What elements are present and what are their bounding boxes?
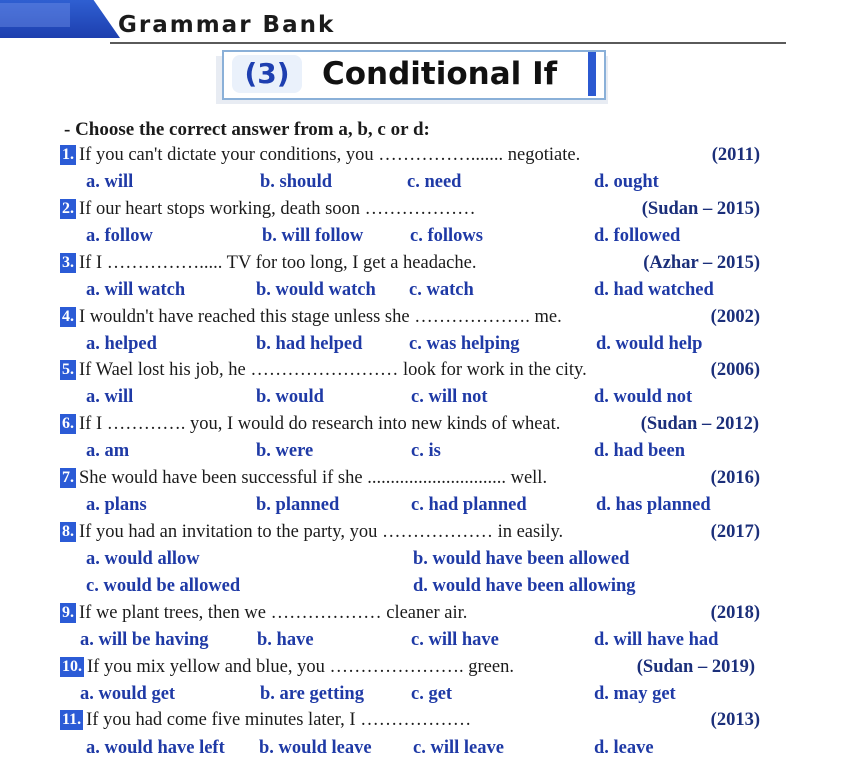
option-b[interactable]: b. had helped: [256, 334, 363, 354]
question-ref: (Sudan – 2019): [636, 657, 755, 677]
header-banner-shadow: [0, 3, 70, 27]
title-underline: [110, 42, 786, 44]
option-d[interactable]: d. has planned: [596, 495, 711, 515]
option-c[interactable]: c. follows: [410, 226, 483, 246]
option-d[interactable]: d. leave: [594, 738, 654, 758]
question-text: If I ……………..... TV for too long, I get a headache.: [79, 253, 477, 273]
option-a[interactable]: a. helped: [86, 334, 157, 354]
question-ref: (Azhar – 2015): [643, 253, 760, 273]
question-number: 8.: [62, 523, 74, 540]
option-d[interactable]: d. may get: [594, 684, 676, 704]
option-b[interactable]: b. should: [260, 172, 332, 192]
question-number: 3.: [62, 254, 74, 271]
option-a[interactable]: a. am: [86, 441, 130, 461]
question-number: 7.: [62, 469, 74, 486]
question-number: 5.: [62, 361, 74, 378]
option-d[interactable]: d. had watched: [594, 280, 714, 300]
option-c[interactable]: c. watch: [409, 280, 474, 300]
question-ref: (2002): [710, 307, 760, 327]
question-1: [60, 143, 761, 168]
question-text: I wouldn't have reached this stage unless she ………………. me.: [79, 307, 562, 327]
option-b[interactable]: b. will follow: [262, 226, 364, 246]
question-number: 9.: [62, 604, 74, 621]
question-7: [60, 466, 761, 491]
question-number: 4.: [62, 308, 74, 325]
question-ref: (2006): [710, 360, 760, 380]
question-4: [60, 305, 761, 330]
question-ref: (Sudan – 2012): [640, 414, 759, 434]
option-b[interactable]: b. were: [256, 441, 314, 461]
option-a[interactable]: a. plans: [86, 495, 147, 515]
option-a[interactable]: a. will be having: [80, 630, 209, 650]
unit-title: Conditional If: [322, 56, 558, 92]
option-d[interactable]: d. will have had: [594, 630, 719, 650]
option-d[interactable]: d. would have been allowing: [413, 576, 636, 596]
question-number: 11.: [62, 711, 82, 728]
question-text: She would have been successful if she .............................. well.: [79, 468, 548, 488]
question-text: If you mix yellow and blue, you …………………. green.: [87, 657, 514, 677]
option-c[interactable]: c. is: [411, 441, 441, 461]
question-ref: (2011): [711, 145, 760, 165]
option-a[interactable]: a. will: [86, 387, 134, 407]
question-ref: (2016): [710, 468, 760, 488]
option-c[interactable]: c. will leave: [413, 738, 504, 758]
option-a[interactable]: a. would allow: [86, 549, 200, 569]
question-text: If you can't dictate your conditions, you ……………....... negotiate.: [79, 145, 581, 165]
option-b[interactable]: b. would watch: [256, 280, 376, 300]
option-d[interactable]: d. ought: [594, 172, 659, 192]
question-text: If we plant trees, then we ……………… cleaner air.: [79, 603, 468, 623]
option-a[interactable]: a. will: [86, 172, 134, 192]
option-b[interactable]: b. have: [257, 630, 314, 650]
option-a[interactable]: a. follow: [86, 226, 153, 246]
option-c[interactable]: c. was helping: [409, 334, 520, 354]
question-text: If Wael lost his job, he …………………… look for work in the city.: [79, 360, 587, 380]
option-b[interactable]: b. would: [256, 387, 324, 407]
option-c[interactable]: c. will not: [411, 387, 488, 407]
unit-number: (3): [232, 55, 302, 93]
option-a[interactable]: a. would get: [80, 684, 176, 704]
question-text: If you had an invitation to the party, you ……………… in easily.: [79, 522, 564, 542]
question-text: If our heart stops working, death soon ………………: [79, 199, 476, 219]
unit-accent-bar: [588, 52, 596, 96]
question-number: 6.: [62, 415, 74, 432]
option-b[interactable]: b. would leave: [259, 738, 372, 758]
option-c[interactable]: c. get: [411, 684, 453, 704]
question-text: If I …………. you, I would do research into new kinds of wheat.: [79, 414, 561, 434]
question-8: [60, 520, 761, 545]
question-11: [60, 708, 761, 733]
instruction: - Choose the correct answer from a, b, c or d:: [64, 119, 430, 140]
question-number: 1.: [62, 146, 74, 163]
option-b[interactable]: b. planned: [256, 495, 340, 515]
option-d[interactable]: d. had been: [594, 441, 685, 461]
question-ref: (2013): [710, 710, 760, 730]
option-c[interactable]: c. will have: [411, 630, 499, 650]
question-number: 2.: [62, 200, 74, 217]
option-c[interactable]: c. would be allowed: [86, 576, 241, 596]
question-5: [60, 358, 761, 383]
bank-title: Grammar Bank: [118, 12, 336, 38]
question-ref: (Sudan – 2015): [641, 199, 760, 219]
question-text: If you had come five minutes later, I ………………: [86, 710, 472, 730]
question-9: [60, 601, 761, 626]
option-a[interactable]: a. will watch: [86, 280, 186, 300]
option-d[interactable]: d. followed: [594, 226, 681, 246]
option-b[interactable]: b. would have been allowed: [413, 549, 630, 569]
option-c[interactable]: c. had planned: [411, 495, 527, 515]
option-c[interactable]: c. need: [407, 172, 462, 192]
option-d[interactable]: d. would help: [596, 334, 703, 354]
option-a[interactable]: a. would have left: [86, 738, 225, 758]
question-ref: (2017): [710, 522, 760, 542]
question-ref: (2018): [710, 603, 760, 623]
question-number: 10.: [62, 658, 82, 675]
option-b[interactable]: b. are getting: [260, 684, 364, 704]
option-d[interactable]: d. would not: [594, 387, 693, 407]
